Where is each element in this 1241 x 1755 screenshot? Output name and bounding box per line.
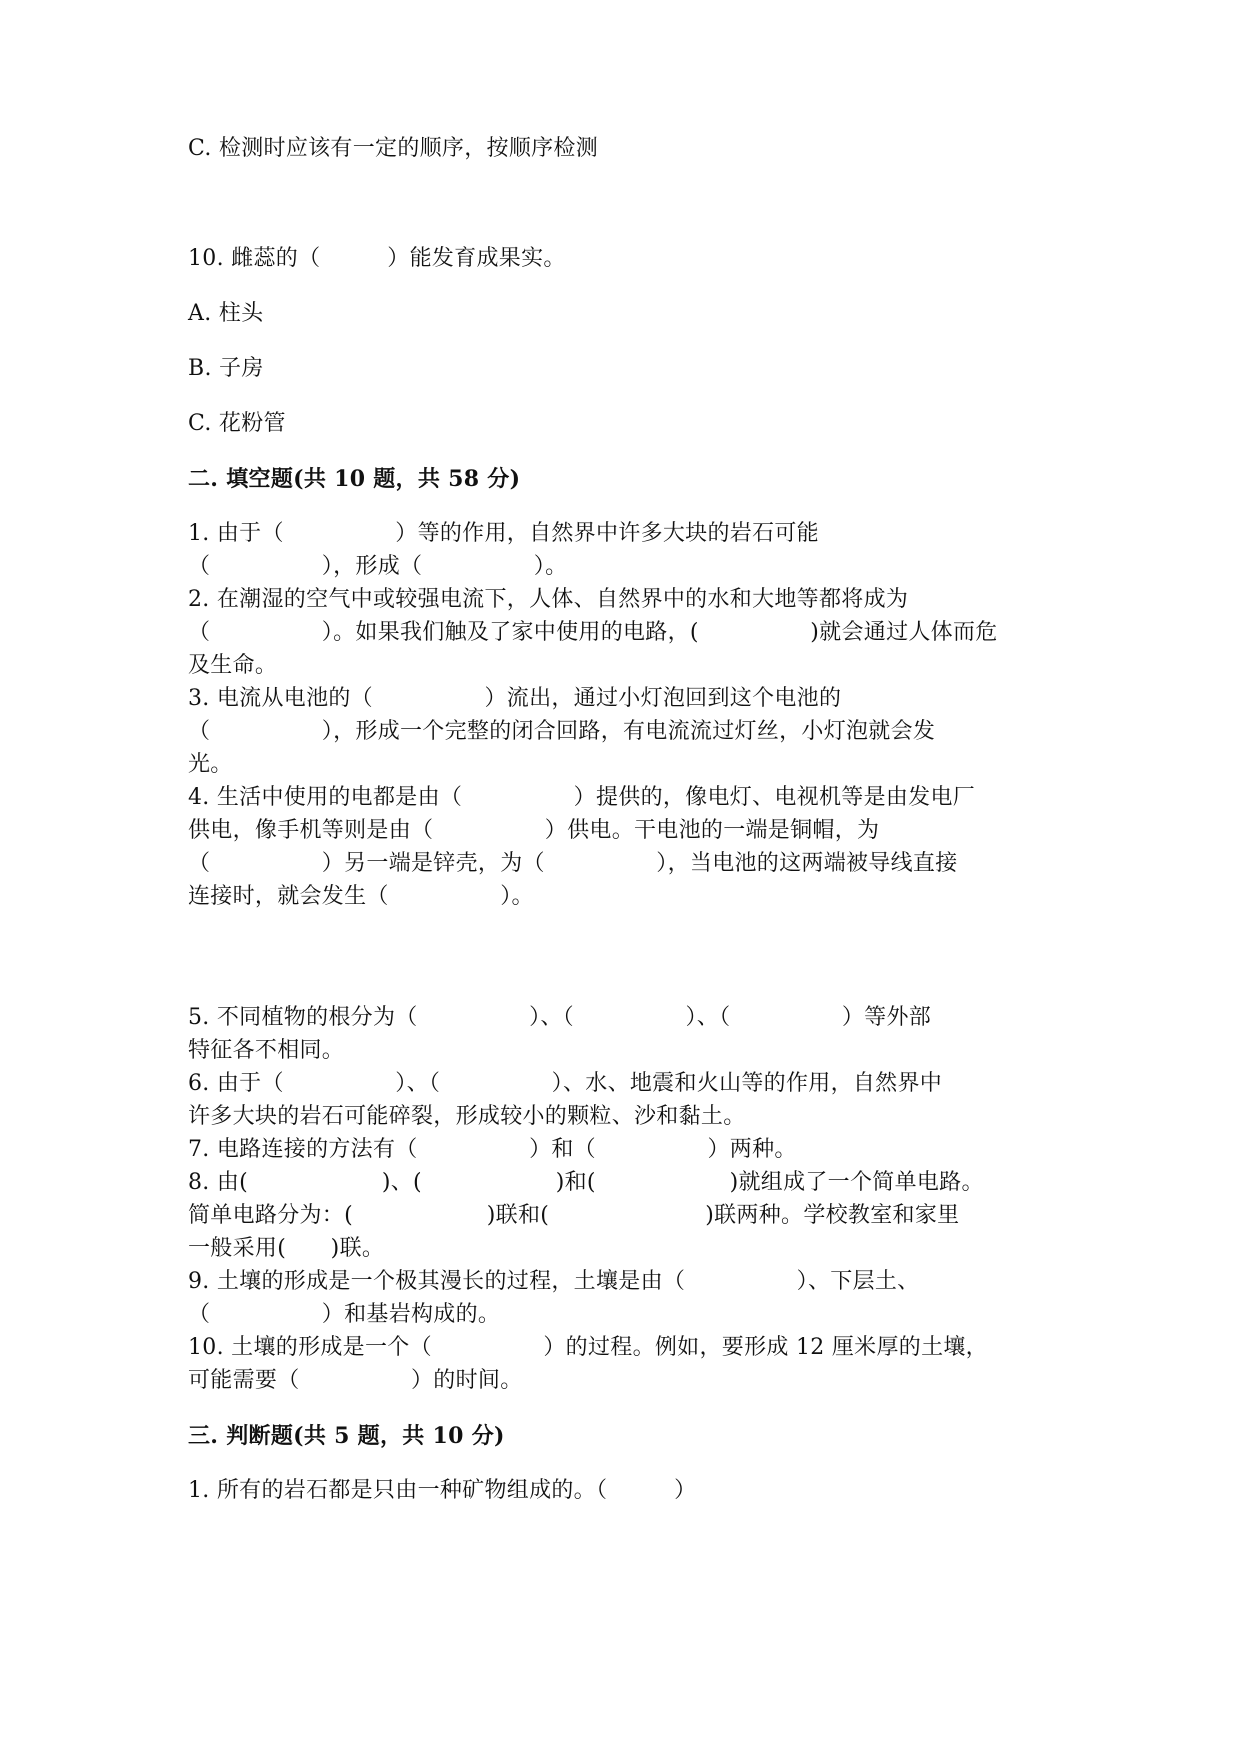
section2-heading: 二. 填空题(共 10 题，共 58 分) [188, 466, 521, 492]
q10-option-c: C. 花粉管 [188, 411, 286, 436]
fill-q3-line1: 3. 电流从电池的（ ）流出，通过小灯泡回到这个电池的 [188, 686, 842, 711]
fill-q6-line2: 许多大块的岩石可能碎裂，形成较小的颗粒、沙和黏土。 [188, 1104, 746, 1129]
fill-q4-line2: 供电，像手机等则是由（ ）供电。干电池的一端是铜帽，为 [188, 818, 880, 843]
fill-q10-line2: 可能需要（ ）的时间。 [188, 1368, 523, 1393]
fill-q4-line3: （ ）另一端是锌壳，为（ ），当电池的这两端被导线直接 [188, 851, 958, 876]
fill-q8-line2: 简单电路分为：( )联和( )联两种。学校教室和家里 [188, 1203, 960, 1228]
fill-q3-line3: 光。 [188, 752, 233, 777]
section3-heading: 三. 判断题(共 5 题，共 10 分) [188, 1423, 505, 1449]
fill-q5-line2: 特征各不相同。 [188, 1038, 345, 1063]
q9-option-c: C. 检测时应该有一定的顺序，按顺序检测 [188, 136, 599, 161]
fill-q4-line4: 连接时，就会发生（ ）。 [188, 884, 534, 909]
fill-q3-line2: （ ），形成一个完整的闭合回路，有电流流过灯丝，小灯泡就会发 [188, 719, 936, 744]
fill-q1-line1: 1. 由于（ ）等的作用，自然界中许多大块的岩石可能 [188, 521, 819, 546]
judge-q1: 1. 所有的岩石都是只由一种矿物组成的。（ ） [188, 1478, 697, 1503]
fill-q8-line1: 8. 由( )、( )和( )就组成了一个简单电路。 [188, 1170, 984, 1195]
fill-q4-line1: 4. 生活中使用的电都是由（ ）提供的，像电灯、电视机等是由发电厂 [188, 785, 976, 810]
fill-q1-line2: （ ），形成（ ）。 [188, 554, 568, 579]
q10-option-b: B. 子房 [188, 356, 264, 381]
fill-q6-line1: 6. 由于（ ）、（ ）、水、地震和火山等的作用，自然界中 [188, 1071, 943, 1096]
fill-q9-line2: （ ）和基岩构成的。 [188, 1302, 501, 1327]
fill-q9-line1: 9. 土壤的形成是一个极其漫长的过程，土壤是由（ ）、下层土、 [188, 1269, 920, 1294]
fill-q7-line1: 7. 电路连接的方法有（ ）和（ ）两种。 [188, 1137, 797, 1162]
fill-q8-line3: 一般采用( )联。 [188, 1236, 385, 1261]
fill-q2-line1: 2. 在潮湿的空气中或较强电流下，人体、自然界中的水和大地等都将成为 [188, 587, 909, 612]
fill-q2-line2: （ ）。如果我们触及了家中使用的电路，( )就会通过人体而危 [188, 620, 998, 645]
fill-q5-line1: 5. 不同植物的根分为（ ）、（ ）、（ ）等外部 [188, 1005, 932, 1030]
fill-q10-line1: 10. 土壤的形成是一个（ ）的过程。例如，要形成 12 厘米厚的土壤， [188, 1335, 988, 1360]
q10-option-a: A. 柱头 [188, 301, 264, 326]
fill-q2-line3: 及生命。 [188, 653, 278, 678]
q10-stem: 10. 雌蕊的（ ）能发育成果实。 [188, 246, 566, 271]
